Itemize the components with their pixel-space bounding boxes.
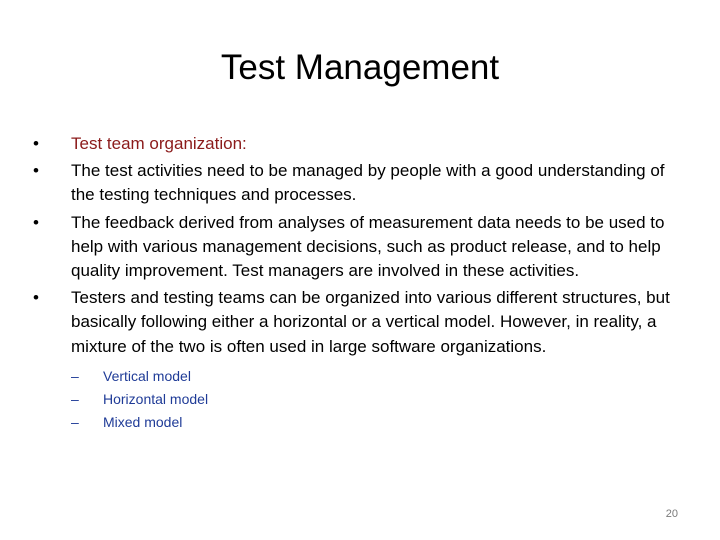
page-number: 20 (665, 508, 678, 520)
sub-marker: – (71, 390, 79, 407)
bullet-text-heading: Test team organization: (71, 134, 247, 153)
sub-marker: – (71, 367, 79, 384)
bullet-marker: • (33, 161, 39, 181)
sub-list (71, 365, 670, 434)
bullet-marker: • (33, 134, 39, 153)
bullet-text: Testers and testing teams can be organized into various different structures, but basically following either a horizontal or a vertical model. However, in reality, a mixture of the two is often used in large software organizations. (71, 288, 670, 356)
sub-item-text: Vertical model (103, 367, 191, 384)
bullet-text: The test activities need to be managed by people with a good understanding of the testing techniques and processes. (71, 161, 665, 205)
sub-item-vertical-model (71, 365, 670, 388)
bullet-item (30, 286, 670, 434)
sub-item-text: Mixed model (103, 413, 183, 430)
bullet-text: The feedback derived from analyses of measurement data needs to be used to help with various management decisions, such as product release, and to help quality improvement. Test managers are involved in these activities. (71, 212, 665, 281)
bullet-item (30, 159, 670, 207)
sub-item-text: Horizontal model (103, 390, 209, 407)
sub-marker: – (71, 413, 79, 430)
slide-title: Test Management (220, 48, 500, 87)
bullet-marker: • (33, 212, 39, 232)
bullet-item (30, 211, 670, 284)
bullet-item (30, 132, 670, 156)
bullet-marker: • (33, 288, 39, 308)
bullet-list (30, 132, 670, 437)
sub-item-horizontal-model (71, 388, 670, 411)
sub-item-mixed-model (71, 411, 670, 434)
